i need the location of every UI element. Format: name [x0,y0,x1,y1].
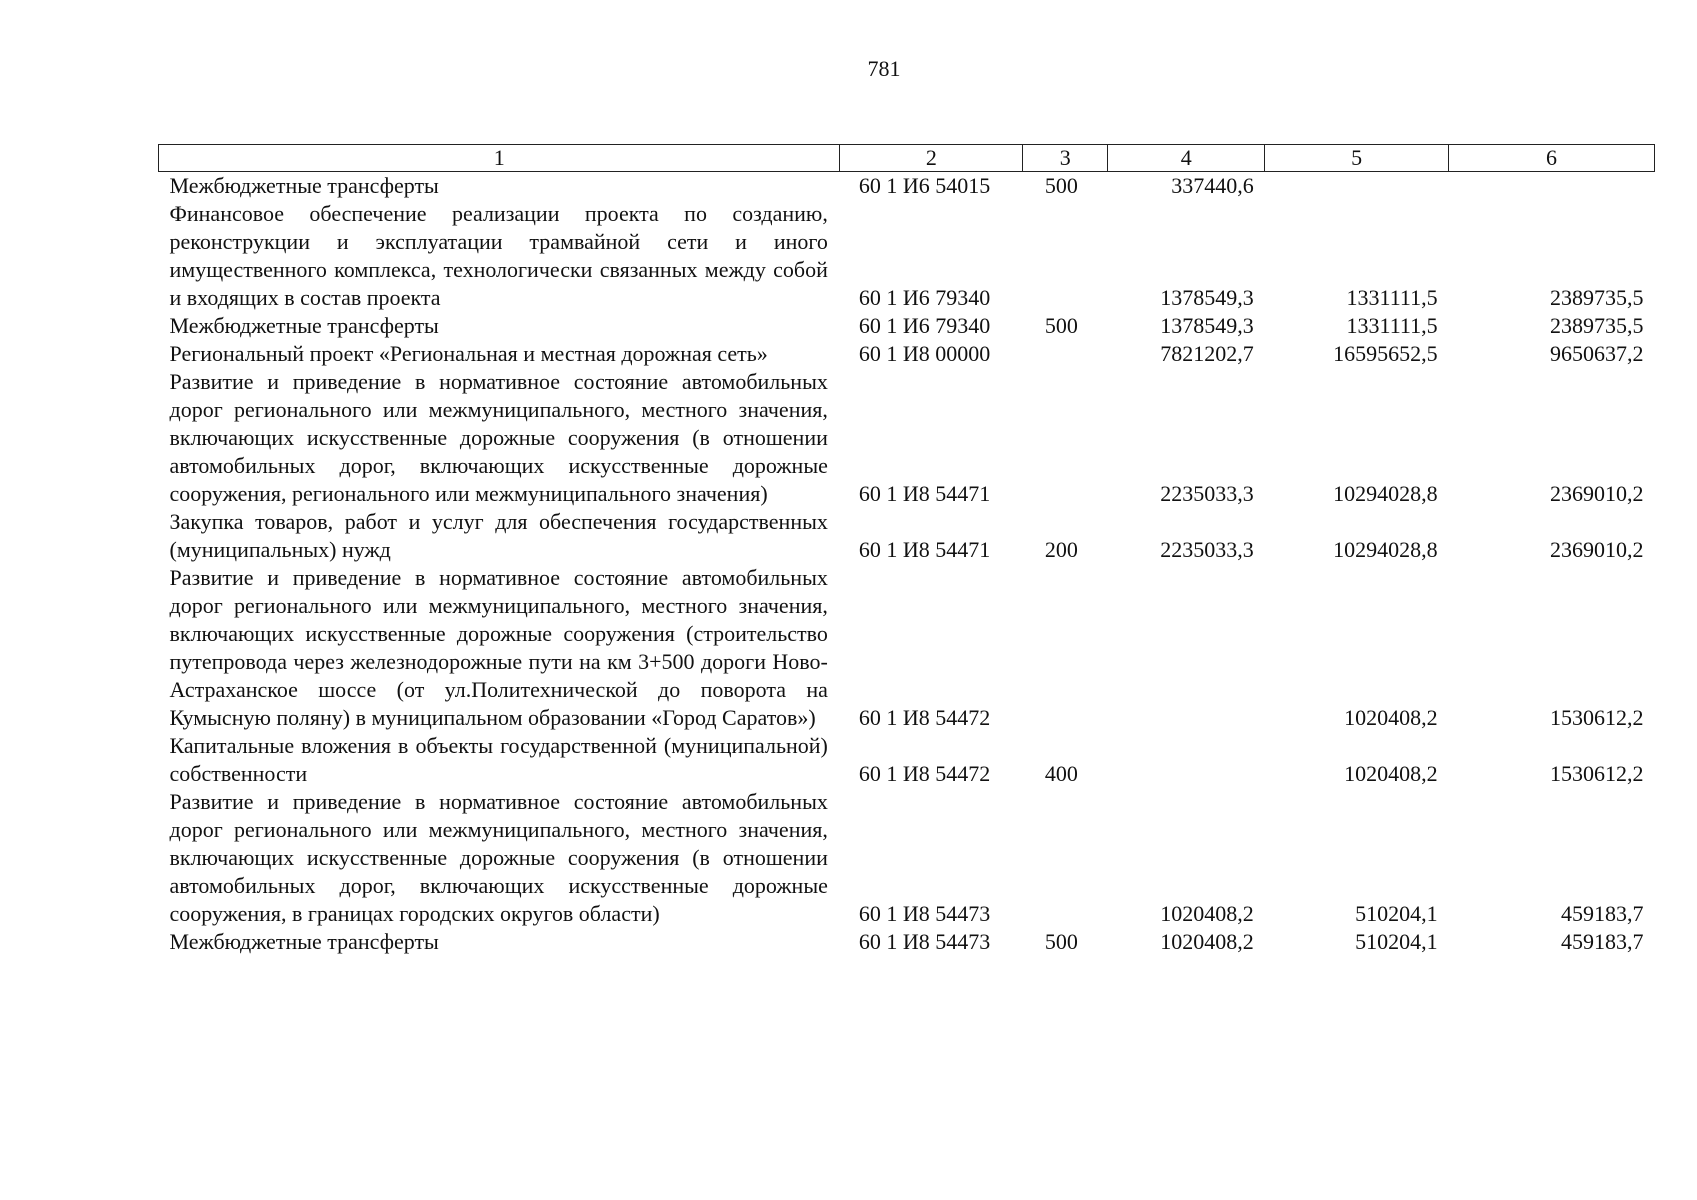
row-code: 60 1 И8 54472 [858,705,991,730]
row-value-4: 2235033,3 [1160,481,1254,506]
row-name: Развитие и приведение в нормативное состояние автомобильных дорог регионального или межмуниципального, местного значения, включающих искусственные дорожные сооружения (в отношении автомобильных дорог, включающих искусственные дорожные сооружения, регионального или межмуниципального значения) [169,369,828,506]
header-col-4: 4 [1108,145,1265,172]
table-row [159,928,1655,956]
row-type: 500 [1044,929,1078,954]
row-value-4 [1108,732,1265,788]
row-value-5: 510204,1 [1355,929,1438,954]
row-value-6: 2369010,2 [1550,537,1644,562]
row-name: Развитие и приведение в нормативное состояние автомобильных дорог регионального или межмуниципального, местного значения, включающих искусственные дорожные сооружения (строительство путепровода через железнодорожные пути на км 3+500 дороги Ново-Астраханское шоссе (от ул.Политехнической до поворота на Кумысную поляну) в муниципальном образовании «Город Саратов») [169,565,828,730]
header-col-1: 1 [159,145,840,172]
row-name: Закупка товаров, работ и услуг для обеспечения государственных (муниципальных) нужд [169,509,828,562]
row-value-6: 459183,7 [1561,901,1644,926]
row-value-5: 1331111,5 [1346,313,1438,338]
row-type [1023,788,1108,928]
row-value-4: 7821202,7 [1160,341,1254,366]
row-value-6: 9650637,2 [1550,341,1644,366]
row-code: 60 1 И8 54473 [858,929,991,954]
row-code: 60 1 И8 54471 [858,537,991,562]
row-value-4: 1378549,3 [1160,285,1254,310]
row-value-5: 1331111,5 [1346,285,1438,310]
row-type: 500 [1044,173,1078,198]
row-type [1023,368,1108,508]
row-type [1023,564,1108,732]
table-row [159,788,1655,928]
row-name: Межбюджетные трансферты [169,173,439,198]
row-value-4: 2235033,3 [1160,537,1254,562]
row-value-6: 2369010,2 [1550,481,1644,506]
row-value-5: 10294028,8 [1333,537,1438,562]
table-row [159,312,1655,340]
row-value-5: 1020408,2 [1344,761,1438,786]
row-type [1023,200,1108,312]
table-row [159,172,1655,201]
header-col-5: 5 [1265,145,1449,172]
table-row [159,732,1655,788]
row-value-6: 1530612,2 [1550,705,1644,730]
row-value-6: 459183,7 [1561,929,1644,954]
row-value-4: 1020408,2 [1160,901,1254,926]
budget-table [158,144,1655,956]
row-name: Межбюджетные трансферты [169,929,439,954]
row-type: 400 [1044,761,1078,786]
row-name: Капитальные вложения в объекты государственной (муниципальной) собственности [169,733,828,786]
row-value-5: 1020408,2 [1344,705,1438,730]
row-type: 200 [1044,537,1078,562]
row-type: 500 [1044,313,1078,338]
row-code: 60 1 И8 54473 [858,901,991,926]
header-row [159,145,1655,172]
header-col-3: 3 [1023,145,1108,172]
row-value-4: 337440,6 [1171,173,1254,198]
table-row [159,368,1655,508]
row-code: 60 1 И8 54471 [858,481,991,506]
table-row [159,564,1655,732]
table-row [159,340,1655,368]
row-code: 60 1 И6 54015 [858,173,991,198]
row-name: Региональный проект «Региональная и местная дорожная сеть» [169,341,768,366]
table-row [159,508,1655,564]
row-value-4 [1108,564,1265,732]
row-value-6: 2389735,5 [1550,313,1644,338]
row-value-4: 1020408,2 [1160,929,1254,954]
row-code: 60 1 И8 00000 [858,341,991,366]
header-col-6: 6 [1449,145,1655,172]
row-code: 60 1 И6 79340 [858,313,991,338]
row-value-5: 510204,1 [1355,901,1438,926]
row-value-5 [1265,172,1449,201]
row-value-5: 16595652,5 [1333,341,1438,366]
row-value-4: 1378549,3 [1160,313,1254,338]
row-code: 60 1 И6 79340 [858,285,991,310]
row-name: Финансовое обеспечение реализации проекта по созданию, реконструкции и эксплуатации трамвайной сети и иного имущественного комплекса, технологически связанных между собой и входящих в состав проекта [169,201,828,310]
header-col-2: 2 [840,145,1023,172]
row-code: 60 1 И8 54472 [858,761,991,786]
table-body [159,172,1655,957]
row-name: Развитие и приведение в нормативное состояние автомобильных дорог регионального или межмуниципального, местного значения, включающих искусственные дорожные сооружения (в отношении автомобильных дорог, включающих искусственные дорожные сооружения, в границах городских округов области) [169,789,828,926]
page-number: 781 [867,56,901,81]
row-value-6: 2389735,5 [1550,285,1644,310]
row-value-5: 10294028,8 [1333,481,1438,506]
row-value-6: 1530612,2 [1550,761,1644,786]
row-value-6 [1449,172,1655,201]
row-name: Межбюджетные трансферты [169,313,439,338]
row-type [1023,340,1108,368]
table-row [159,200,1655,312]
